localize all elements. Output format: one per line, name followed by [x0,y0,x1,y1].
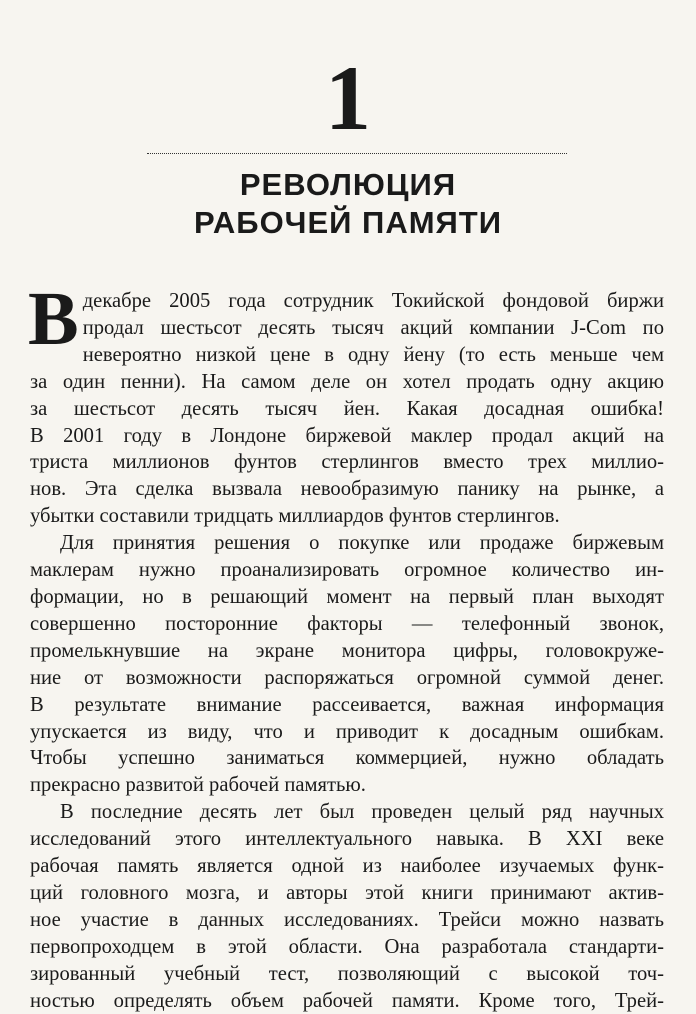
text-line: убытки составили тридцать миллиардов фунтов стерлингов. [30,505,560,528]
text-line: нов. Эта сделка вызвала невообразимую панику на рынке, а [30,478,664,501]
paragraph-3 [30,799,664,1014]
paragraph-1 [28,277,664,530]
chapter-title [0,166,696,242]
text-line: прекрасно развитой рабочей памятью. [30,774,366,797]
text-line: В результате внимание рассеивается, важная информация [30,693,664,716]
chapter-title-line-2: РАБОЧЕЙ ПАМЯТИ [193,205,503,240]
text-line: ное участие в данных исследованиях. Трейси можно назвать [30,908,664,931]
paragraph-2 [30,530,664,799]
text-line: декабре 2005 года сотрудник Токийской фондовой биржи [82,290,664,312]
chapter-number: 1 [325,47,371,149]
text-line: Для принятия решения о покупке или продаже биржевым [60,532,664,555]
text-line: промелькнувшие на экране монитора цифры, головокруже- [30,639,664,662]
text-line: упускается из виду, что и приводит к досадным ошибкам. [30,720,664,743]
text-line: зированный учебный тест, позволяющий с высокой точ- [30,962,664,985]
text-line: невероятно низкой цене в одну йену (то есть меньше чем [82,343,664,366]
chapter-body [28,277,664,1014]
text-line: совершенно посторонние факторы — телефонный звонок, [30,612,664,635]
text-line: исследований этого интеллектуального навыка. В XXI веке [30,828,664,851]
chapter-title-line-1: РЕВОЛЮЦИЯ [239,167,457,202]
text-line: продал шестьсот десять тысяч акций компании J-Com по [82,316,664,339]
text-line: триста миллионов фунтов стерлингов вместо трех миллио- [30,451,664,474]
drop-cap: В [28,277,79,361]
text-line: за один пенни). На самом деле он хотел продать одну акцию [30,370,664,393]
text-line: В последние десять лет был проведен целый ряд научных [60,801,664,824]
text-line: ностью определять объем рабочей памяти. Кроме того, Трей- [30,989,664,1012]
text-line: ние от возможности распоряжаться огромной суммой денег. [30,666,664,689]
text-line: за шестьсот десять тысяч йен. Какая досадная ошибка! [30,397,664,420]
text-line: формации, но в решающий момент на первый план выходят [30,585,664,608]
text-line: Чтобы успешно заниматься коммерцией, нужно обладать [30,747,664,770]
text-line: рабочая память является одной из наиболее изучаемых функ- [30,855,664,878]
text-line: первопроходцем в этой области. Она разработала стандарти- [30,935,664,958]
dotted-divider [147,153,567,154]
text-line: ций головного мозга, и авторы этой книги принимают актив- [30,881,664,904]
text-line: маклерам нужно проанализировать огромное количество ин- [30,559,664,582]
text-line: В 2001 году в Лондоне биржевой маклер продал акций на [30,424,664,447]
